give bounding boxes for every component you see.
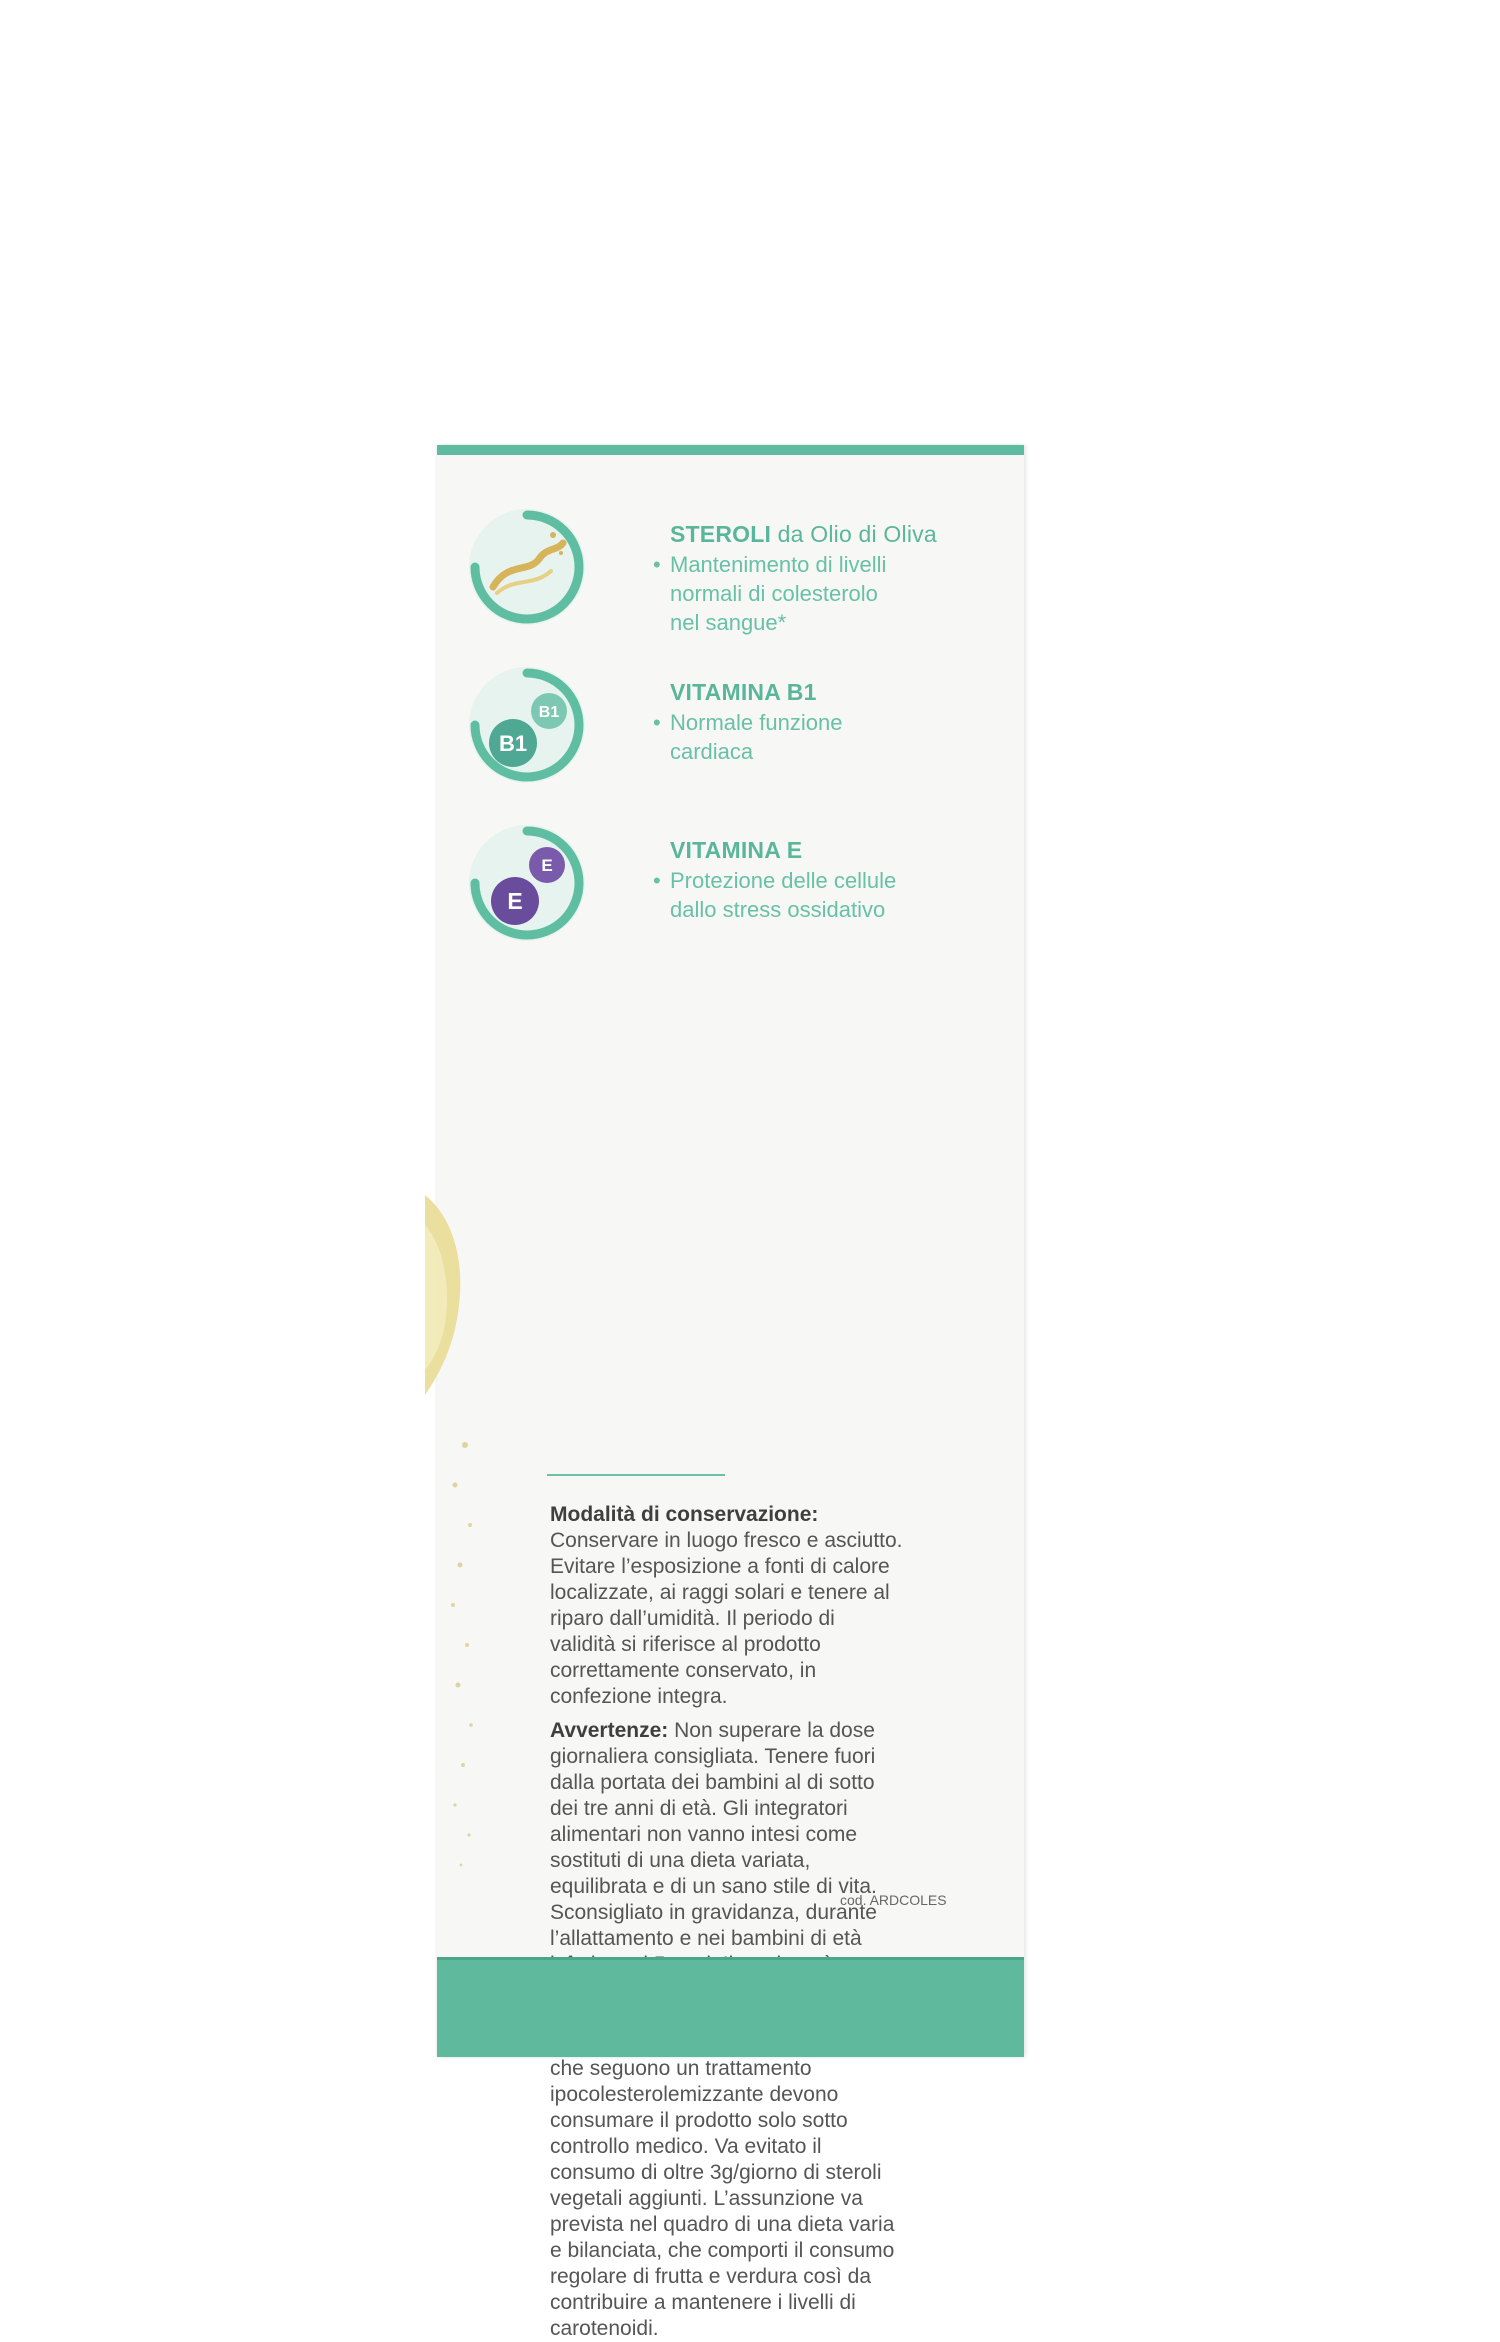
vitamin-b1-large-label: B1 bbox=[498, 731, 528, 756]
bottom-color-band bbox=[437, 1957, 1024, 2057]
storage-instructions: Modalità di conservazione: Conservare in luogo fresco e asciutto. Evitare l’esposizione a fonti di calore localizzate, ai raggi solari e tenere al riparo dall’umidità. Il periodo di validità si riferisce al prodotto correttamente conservato, in confezione integra. bbox=[550, 1503, 903, 1708]
warnings-heading: Avvertenze: bbox=[550, 1719, 669, 1742]
top-color-band bbox=[437, 445, 1024, 455]
benefit-sterols bbox=[467, 507, 1017, 637]
vitamin-e-icon bbox=[467, 823, 587, 943]
benefit-vitamin-e bbox=[467, 823, 1017, 953]
product-code: cod. ARDCOLES bbox=[840, 1892, 947, 1908]
bullet-marker: • bbox=[653, 868, 661, 893]
bullet-marker: • bbox=[653, 552, 661, 577]
warnings-text: Avvertenze: Non superare la dose giornaliera consigliata. Tenere fuori dalla portata dei bambini al di sotto dei tre anni di età. Gli integratori alimentari non vanno intesi come sostituti di una dieta variata, equilibrata e di un sano stile di vita. Sconsigliato in gravidanza, durante l’allattamento e nei bambini di età che seguono un trattamento ipocolesterolemizzante devono consumare il prodotto solo sotto controllo medico. Va evitato il consumo di oltre 3g/giorno di steroli vegetali aggiunti. L’assunzione va prevista nel quadro di una dieta varia e bilanciata, che comporti il consumo regolare di frutta e verdura così da contribuire a mantenere i livelli di carotenoidi. bbox=[550, 1719, 895, 2340]
section-divider bbox=[547, 1474, 725, 1476]
benefit-vitamin-b1 bbox=[467, 665, 1017, 795]
vitamin-e-large-label: E bbox=[507, 888, 523, 914]
benefit-description: • Protezione delle cellule dallo stress ossidativo bbox=[653, 868, 897, 922]
benefit-description: • Mantenimento di livelli normali di colesterolo nel sangue* bbox=[653, 552, 887, 635]
storage-heading: Modalità di conservazione: bbox=[550, 1503, 819, 1526]
vitamin-b1-small-label: B1 bbox=[538, 704, 560, 721]
product-box-side-panel bbox=[437, 445, 1024, 2340]
vitamin-e-small-label: E bbox=[541, 856, 553, 875]
olive-oil-splash-icon bbox=[467, 507, 587, 627]
bullet-marker: • bbox=[653, 710, 661, 735]
benefit-title: VITAMINA E bbox=[670, 837, 803, 863]
benefit-title: STEROLI da Olio di Oliva bbox=[670, 521, 937, 547]
oil-splash-decoration bbox=[425, 1185, 485, 1885]
benefit-title: VITAMINA B1 bbox=[670, 679, 817, 705]
benefit-description: • Normale funzione cardiaca bbox=[653, 710, 843, 764]
vitamin-b1-icon bbox=[467, 665, 587, 785]
